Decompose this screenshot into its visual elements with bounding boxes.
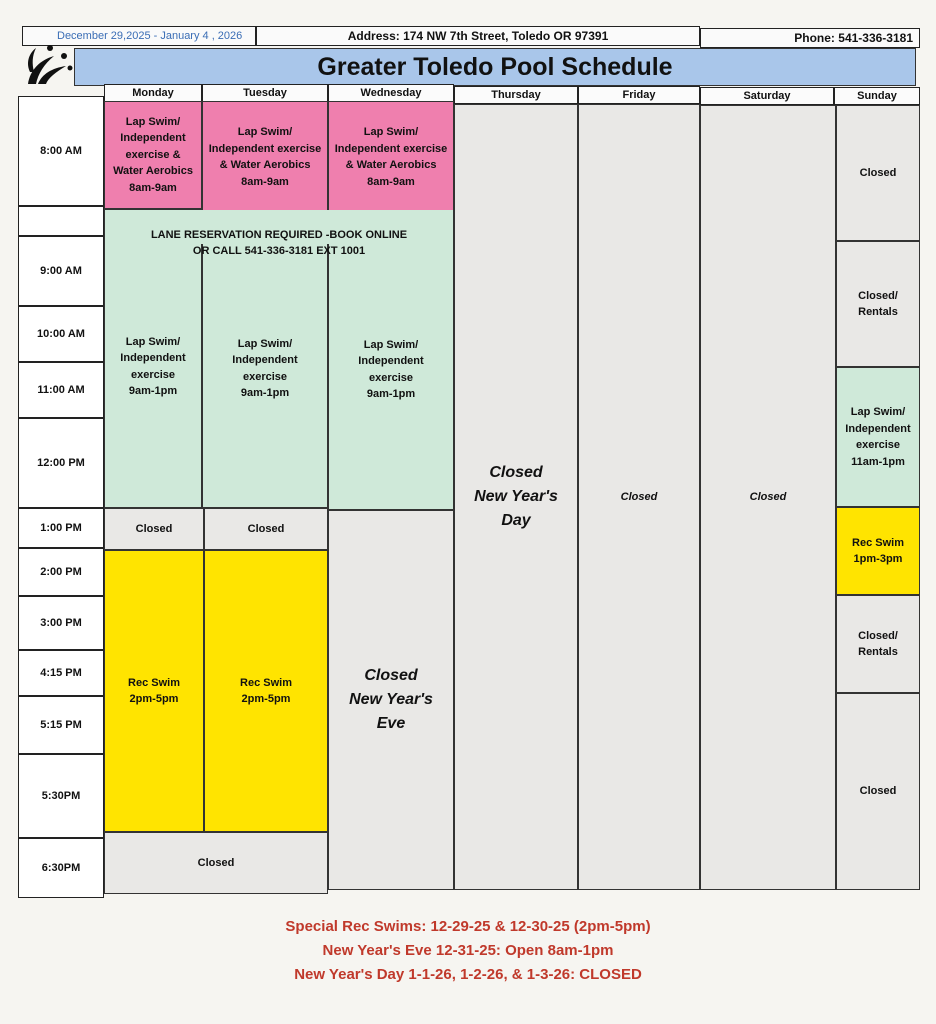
block-text: Rec Swim 2pm-5pm	[240, 676, 292, 705]
time-label: 5:30PM	[41, 790, 81, 802]
phone-text: Phone: 541-336-3181	[794, 31, 913, 45]
day-label: Saturday	[743, 90, 791, 102]
time-slot	[18, 650, 104, 696]
tuesday-aerobics-block	[202, 101, 328, 213]
monday-rec-swim-block	[104, 550, 204, 832]
day-header-saturday	[700, 87, 834, 105]
day-header-sunday	[834, 87, 920, 105]
block-text: Lap Swim/ Independent exercise 9am-1pm	[232, 337, 298, 399]
sunday-closed-evening	[836, 693, 920, 890]
block-text: Lap Swim/ Independent exercise & Water Aerobics 8am-9am	[113, 115, 193, 194]
new-years-day-note: New Year's Day 1-1-26, 1-2-26, & 1-3-26: CLOSED	[294, 966, 642, 983]
thursday-closed-new-years-day	[454, 104, 578, 890]
sunday-rec-swim-block	[836, 507, 920, 595]
day-header-monday	[104, 84, 202, 102]
saturday-closed	[700, 105, 836, 890]
time-slot	[18, 236, 104, 306]
day-header-friday	[578, 86, 700, 104]
time-slot	[18, 508, 104, 548]
block-text: Closed	[135, 522, 173, 535]
page-title	[74, 48, 916, 86]
lane-reservation-notice	[105, 210, 453, 257]
block-text: Rec Swim 1pm-3pm	[852, 536, 904, 565]
block-text: Lap Swim/ Independent exercise & Water Aerobics 8am-9am	[334, 126, 448, 188]
block-text: Closed/ Rentals	[858, 629, 898, 658]
block-text: Closed	[859, 785, 897, 798]
block-text: Lap Swim/ Independent exercise 9am-1pm	[358, 338, 424, 400]
address	[256, 26, 700, 46]
tuesday-rec-swim-block	[204, 550, 328, 832]
time-slot	[18, 696, 104, 754]
time-label: 5:15 PM	[40, 719, 82, 731]
wednesday-closed-new-years-eve	[328, 510, 454, 890]
sunday-closed-morning	[836, 105, 920, 241]
page-title-text: Greater Toledo Pool Schedule	[317, 52, 673, 81]
time-slot	[18, 754, 104, 838]
day-label: Friday	[622, 89, 656, 101]
time-slot	[18, 418, 104, 508]
time-label: 1:00 PM	[40, 522, 82, 534]
block-text: Closed New Year's Day	[474, 464, 558, 529]
lane-reservation-text: LANE RESERVATION REQUIRED -BOOK ONLINE OR CALL 541-336-3181 EXT 1001	[150, 228, 408, 257]
day-label: Monday	[132, 87, 174, 99]
time-label: 8:00 AM	[40, 145, 82, 157]
monday-closed-1pm	[104, 508, 204, 550]
time-label: 4:15 PM	[40, 667, 82, 679]
time-slot	[18, 362, 104, 418]
day-header-wednesday	[328, 84, 454, 102]
monday-aerobics-block	[104, 101, 202, 209]
time-label: 10:00 AM	[37, 328, 85, 340]
time-slot	[18, 306, 104, 362]
time-slot	[18, 596, 104, 650]
block-text: Lap Swim/ Independent exercise & Water Aerobics 8am-9am	[208, 126, 322, 188]
sunday-closed-rentals-morning	[836, 241, 920, 367]
time-label: 2:00 PM	[40, 566, 82, 578]
tuesday-closed-1pm	[204, 508, 328, 550]
block-text: Lap Swim/ Independent exercise 9am-1pm	[120, 335, 186, 397]
water-splash-logo-icon	[20, 42, 78, 88]
address-text: Address: 174 NW 7th Street, Toledo OR 97391	[347, 29, 609, 43]
block-text: Closed	[247, 522, 285, 535]
day-label: Tuesday	[243, 87, 287, 99]
friday-closed	[578, 104, 700, 890]
time-label: 3:00 PM	[40, 617, 82, 629]
block-text: Closed New Year's Eve	[349, 667, 433, 732]
block-text: Closed	[749, 491, 787, 504]
time-label: 6:30PM	[41, 862, 81, 874]
date-range-text: December 29,2025 - January 4 , 2026	[57, 30, 243, 42]
block-text: Closed	[859, 166, 897, 179]
monday-lap-swim-block	[104, 209, 202, 508]
time-label: 11:00 AM	[37, 384, 85, 396]
time-slot	[18, 838, 104, 898]
day-label: Sunday	[857, 90, 897, 102]
sunday-lap-swim-block	[836, 367, 920, 507]
sunday-closed-rentals-afternoon	[836, 595, 920, 693]
time-slot	[18, 96, 104, 206]
phone	[700, 28, 920, 48]
time-slot	[18, 548, 104, 596]
day-label: Wednesday	[360, 87, 422, 99]
monday-tuesday-evening-closed	[104, 832, 328, 894]
block-text: Closed	[620, 490, 658, 503]
block-text: Closed	[197, 856, 235, 869]
block-text: Closed/ Rentals	[858, 289, 898, 318]
special-rec-swims-note: Special Rec Swims: 12-29-25 & 12-30-25 (2pm-5pm)	[285, 918, 651, 935]
time-slot-blank	[18, 206, 104, 236]
day-label: Thursday	[491, 89, 541, 101]
time-label: 12:00 PM	[37, 457, 85, 469]
block-text: Rec Swim 2pm-5pm	[128, 676, 180, 705]
time-label: 9:00 AM	[40, 265, 82, 277]
day-header-tuesday	[202, 84, 328, 102]
day-header-thursday	[454, 86, 578, 104]
block-text: Lap Swim/ Independent exercise 11am-1pm	[845, 406, 911, 468]
new-years-eve-note: New Year's Eve 12-31-25: Open 8am-1pm	[322, 942, 614, 959]
wednesday-aerobics-block	[328, 101, 454, 213]
